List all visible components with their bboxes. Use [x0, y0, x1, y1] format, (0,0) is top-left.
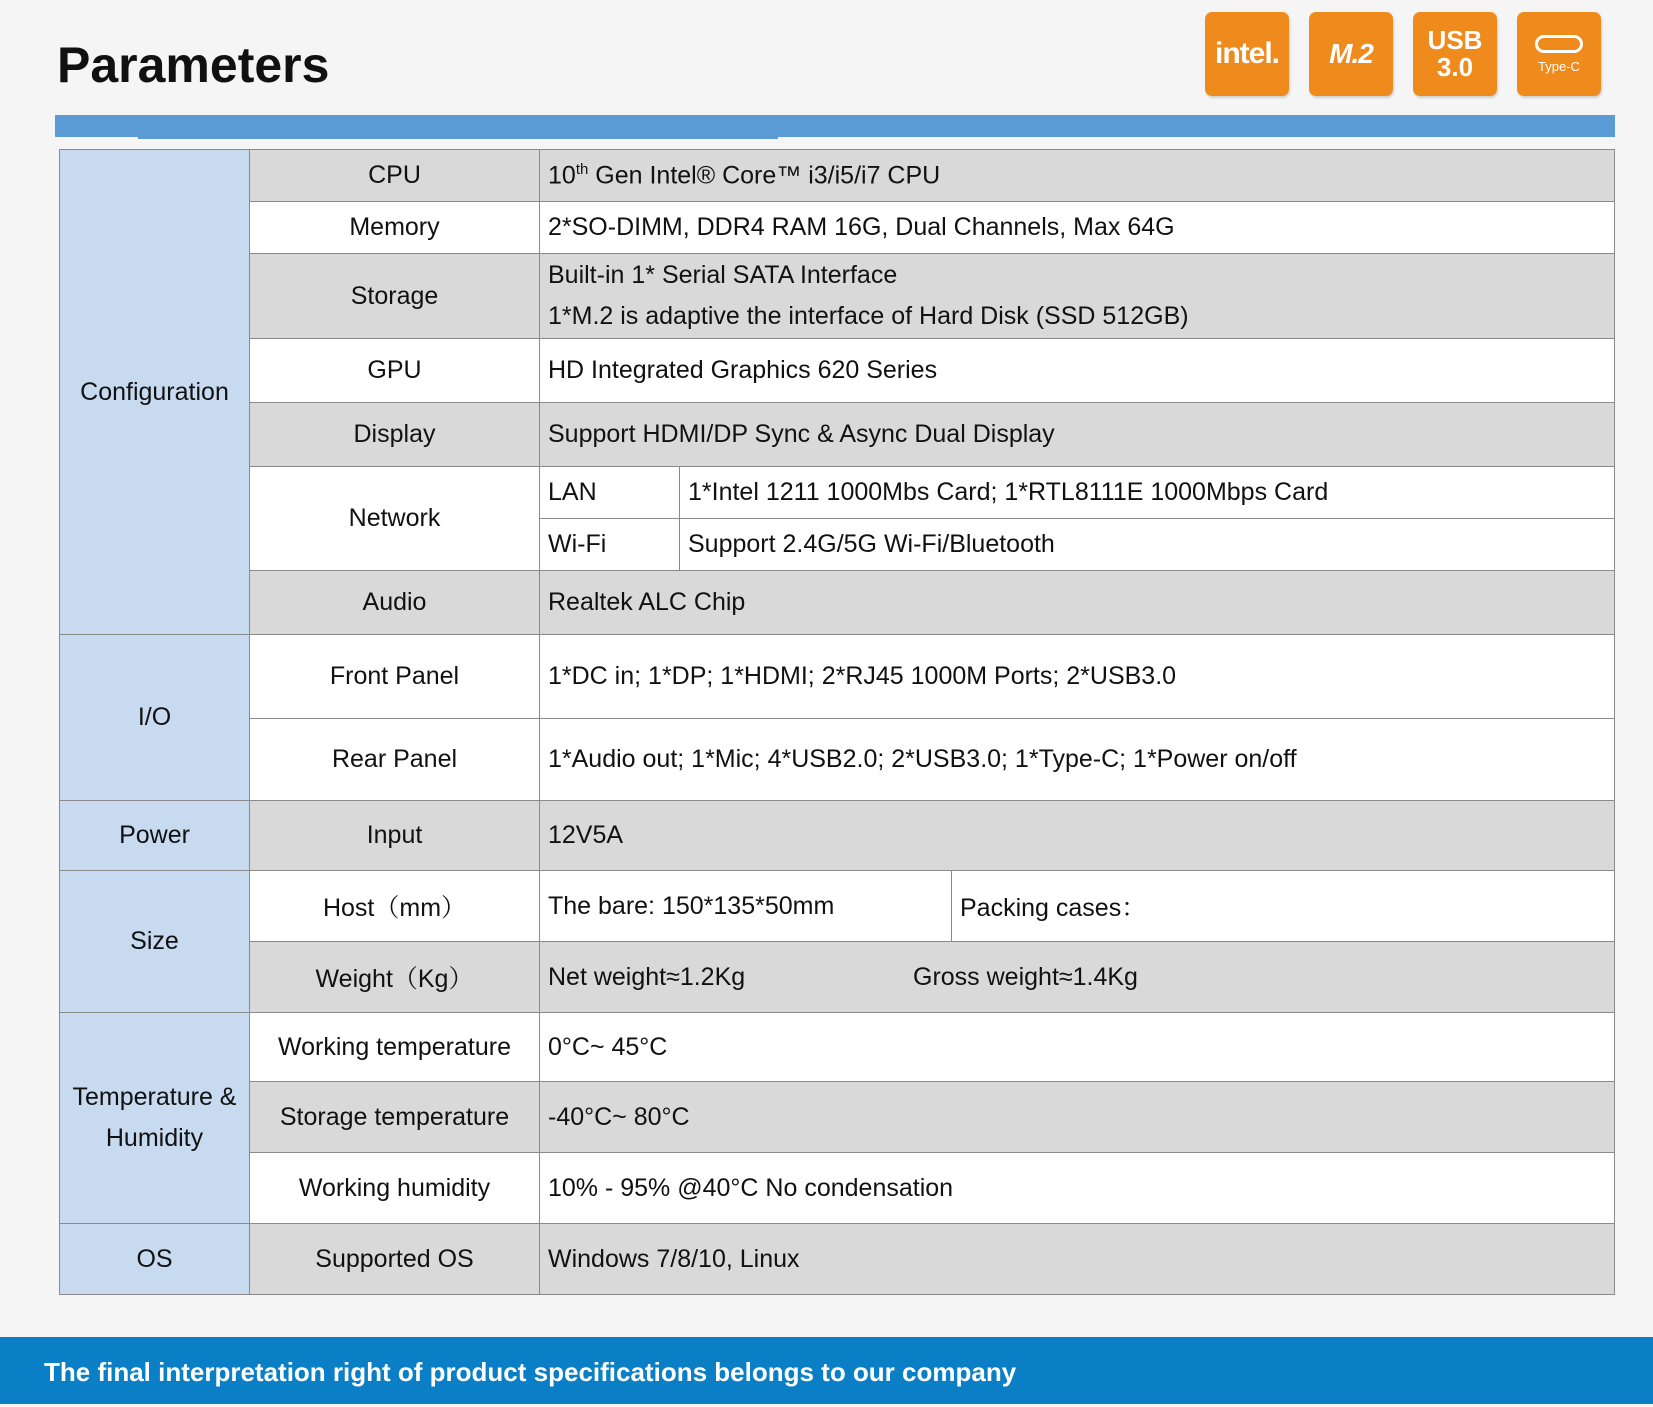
- label-weight: Weight（Kg）: [250, 942, 540, 1013]
- category-os: OS: [60, 1224, 250, 1295]
- value-working-humidity: 10% - 95% @40°C No condensation: [540, 1153, 1615, 1224]
- label-front-panel: Front Panel: [250, 635, 540, 719]
- value-audio: Realtek ALC Chip: [540, 571, 1615, 635]
- table-row: [60, 403, 1615, 467]
- value-wifi: Support 2.4G/5G Wi-Fi/Bluetooth: [680, 519, 1615, 571]
- table-row: [60, 1013, 1615, 1082]
- m2-logo-text: M.2: [1329, 38, 1373, 69]
- label-network: Network: [250, 467, 540, 571]
- label-working-temperature: Working temperature: [250, 1013, 540, 1082]
- value-memory: 2*SO-DIMM, DDR4 RAM 16G, Dual Channels, Max 64G: [540, 202, 1615, 254]
- label-cpu: CPU: [250, 150, 540, 202]
- label-wifi: Wi-Fi: [540, 519, 680, 571]
- label-working-humidity: Working humidity: [250, 1153, 540, 1224]
- table-row: [60, 1082, 1615, 1153]
- value-storage-temperature: -40°C~ 80°C: [540, 1082, 1615, 1153]
- label-storage: Storage: [250, 254, 540, 339]
- table-row: [60, 1224, 1615, 1295]
- category-io: I/O: [60, 635, 250, 801]
- feature-badges: [1205, 12, 1601, 96]
- category-power: Power: [60, 801, 250, 871]
- intel-logo-text: intel.: [1214, 37, 1279, 70]
- spec-table: [59, 149, 1615, 1295]
- value-supported-os: Windows 7/8/10, Linux: [540, 1224, 1615, 1295]
- net-weight: Net weight≈1.2Kg: [548, 962, 746, 991]
- value-cpu: 10th Gen Intel® Core™ i3/i5/i7 CPU: [540, 150, 1615, 202]
- table-row: [60, 871, 1615, 942]
- value-gpu: HD Integrated Graphics 620 Series: [540, 339, 1615, 403]
- m2-logo-badge: [1309, 12, 1393, 96]
- table-row: [60, 719, 1615, 801]
- category-configuration: Configuration: [60, 150, 250, 635]
- value-rear-panel: 1*Audio out; 1*Mic; 4*USB2.0; 2*USB3.0; 1*Type-C; 1*Power on/off: [540, 719, 1615, 801]
- table-row: [60, 254, 1615, 339]
- category-size: Size: [60, 871, 250, 1013]
- table-row: [60, 942, 1615, 1013]
- footer-disclaimer: The final interpretation right of product specifications belongs to our company: [0, 1337, 1653, 1404]
- label-input: Input: [250, 801, 540, 871]
- usb-text: USB: [1427, 25, 1483, 55]
- table-row: [60, 801, 1615, 871]
- label-audio: Audio: [250, 571, 540, 635]
- table-row: [60, 635, 1615, 719]
- gross-weight: Gross weight≈1.4Kg: [913, 962, 1138, 991]
- value-storage: Built-in 1* Serial SATA Interface 1*M.2 is adaptive the interface of Hard Disk (SSD 512GB): [540, 254, 1615, 339]
- label-gpu: GPU: [250, 339, 540, 403]
- label-lan: LAN: [540, 467, 680, 519]
- table-row: [60, 202, 1615, 254]
- table-row: [60, 1153, 1615, 1224]
- typec-logo-badge: [1517, 12, 1601, 96]
- value-front-panel: 1*DC in; 1*DP; 1*HDMI; 2*RJ45 1000M Ports; 2*USB3.0: [540, 635, 1615, 719]
- label-display: Display: [250, 403, 540, 467]
- value-working-temperature: 0°C~ 45°C: [540, 1013, 1615, 1082]
- usb3-logo-badge: [1413, 12, 1497, 96]
- header-divider-bar: [55, 115, 1615, 137]
- category-temperature-humidity: Temperature & Humidity: [60, 1013, 250, 1224]
- usb-version-text: 3.0: [1436, 52, 1474, 82]
- value-packing: Packing cases：: [952, 871, 1615, 942]
- page-title: Parameters: [57, 37, 330, 93]
- label-rear-panel: Rear Panel: [250, 719, 540, 801]
- table-row: [60, 150, 1615, 202]
- value-weight: [540, 942, 1615, 1013]
- intel-logo-badge: [1205, 12, 1289, 96]
- typec-text: Type-C: [1538, 58, 1580, 74]
- label-host: Host（mm）: [250, 871, 540, 942]
- label-supported-os: Supported OS: [250, 1224, 540, 1295]
- label-memory: Memory: [250, 202, 540, 254]
- table-row: [60, 339, 1615, 403]
- header-divider-underline: [138, 137, 778, 139]
- table-row: [60, 467, 1615, 519]
- value-host: The bare: 150*135*50mm: [540, 871, 952, 942]
- table-row: [60, 571, 1615, 635]
- value-lan: 1*Intel 1211 1000Mbs Card; 1*RTL8111E 1000Mbps Card: [680, 467, 1615, 519]
- label-storage-temperature: Storage temperature: [250, 1082, 540, 1153]
- value-input: 12V5A: [540, 801, 1615, 871]
- value-display: Support HDMI/DP Sync & Async Dual Display: [540, 403, 1615, 467]
- typec-port-icon: [1535, 35, 1583, 53]
